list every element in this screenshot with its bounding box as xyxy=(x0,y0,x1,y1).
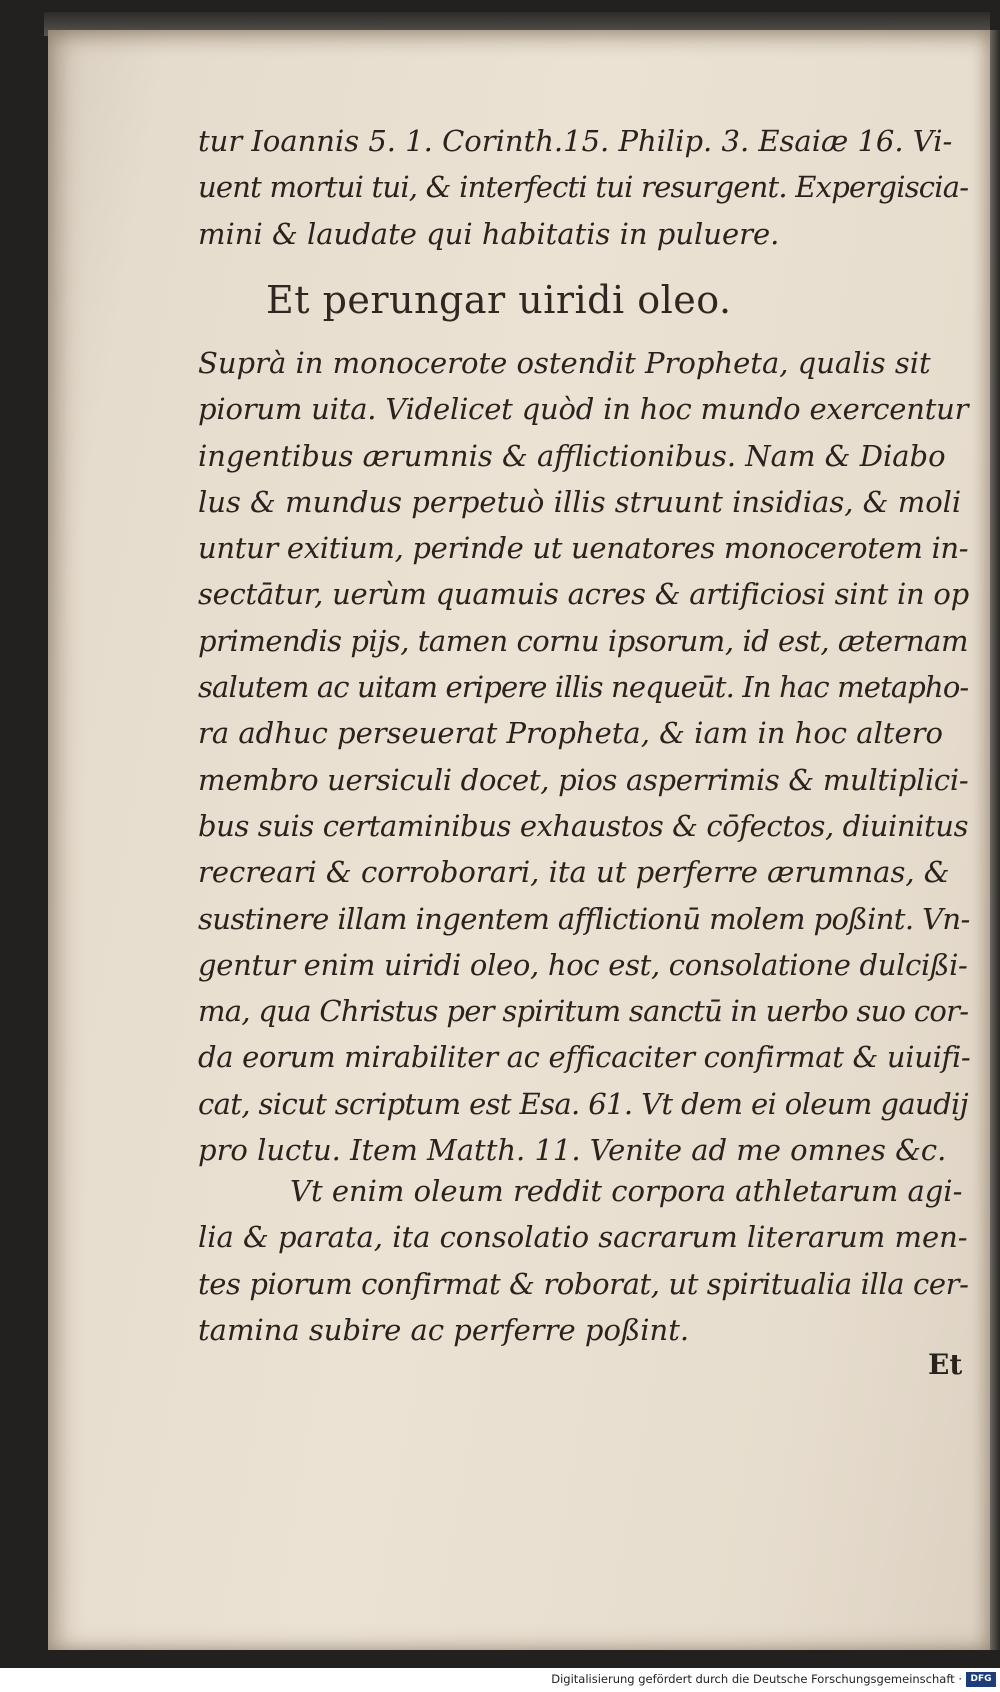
text-line: da eorum mirabiliter ac efficaciter confirmat & uiuifi- xyxy=(198,1040,971,1075)
text-line: mini & laudate qui habitatis in puluere. xyxy=(198,216,780,251)
text-line: cat, sicut scriptum est Esa. 61. Vt dem ei oleum gaudij xyxy=(198,1086,969,1121)
text-line: gentur enim uiridi oleo, hoc est, consolatione dulcißi- xyxy=(198,947,968,982)
text-line: tur Ioannis 5. 1. Corinth.15. Philip. 3. Esaiæ 16. Vi- xyxy=(198,124,953,158)
text-line: ra adhuc perseuerat Propheta, & iam in hoc altero xyxy=(198,716,943,751)
text-line: ingentibus ærumnis & afflictionibus. Nam & Diabo xyxy=(198,438,946,473)
footer-credit: Digitalisierung gefördert durch die Deutsche Forschungsgemeinschaft · xyxy=(551,1672,962,1686)
text-line: salutem ac uitam eripere illis nequeūt. In hac metapho- xyxy=(198,670,969,705)
text-line: tes piorum confirmat & roborat, ut spiritualia illa cer- xyxy=(198,1266,969,1301)
text-line: Vt enim oleum reddit corpora athletarum agi- xyxy=(290,1174,963,1208)
text-line: ma, qua Christus per spiritum sanctū in uerbo suo cor- xyxy=(198,994,969,1029)
section-heading: Et perungar uiridi oleo. xyxy=(266,278,732,322)
page-right-edge xyxy=(990,30,1000,1650)
text-line: bus suis certaminibus exhaustos & cōfectos, diuinitus xyxy=(198,808,969,843)
text-line: Suprà in monocerote ostendit Propheta, qualis sit xyxy=(198,346,931,380)
second-paragraph xyxy=(198,1168,968,1353)
text-line: membro uersiculi docet, pios asperrimis & multiplici- xyxy=(198,762,969,797)
text-line: sectātur, uerùm quamuis acres & artificiosi sint in op xyxy=(198,577,969,612)
text-line: primendis pijs, tamen cornu ipsorum, id est, æternam xyxy=(198,623,969,658)
text-line: piorum uita. Videlicet quòd in hoc mundo exercentur xyxy=(198,392,969,427)
text-line: lus & mundus perpetuò illis struunt insidias, & moli xyxy=(198,484,962,519)
text-line: tamina subire ac perferre poßint. xyxy=(198,1312,690,1347)
text-line: uent mortui tui, & interfecti tui resurgent. Expergiscia- xyxy=(198,170,969,205)
dfg-logo-icon: DFG xyxy=(966,1672,996,1687)
main-paragraph xyxy=(198,340,971,1173)
catchword: Et xyxy=(928,1348,963,1381)
opening-paragraph xyxy=(198,118,968,257)
text-line: recreari & corroborari, ita ut perferre ærumnas, & xyxy=(198,855,950,890)
text-line: untur exitium, perinde ut uenatores monocerotem in- xyxy=(198,531,969,566)
text-line: lia & parata, ita consolatio sacrarum literarum men- xyxy=(198,1220,968,1255)
text-line: pro luctu. Item Matth. 11. Venite ad me omnes &c. xyxy=(198,1133,947,1168)
text-line: sustinere illam ingentem afflictionū molem poßint. Vn- xyxy=(198,901,970,936)
digitization-footer xyxy=(0,1668,1000,1692)
